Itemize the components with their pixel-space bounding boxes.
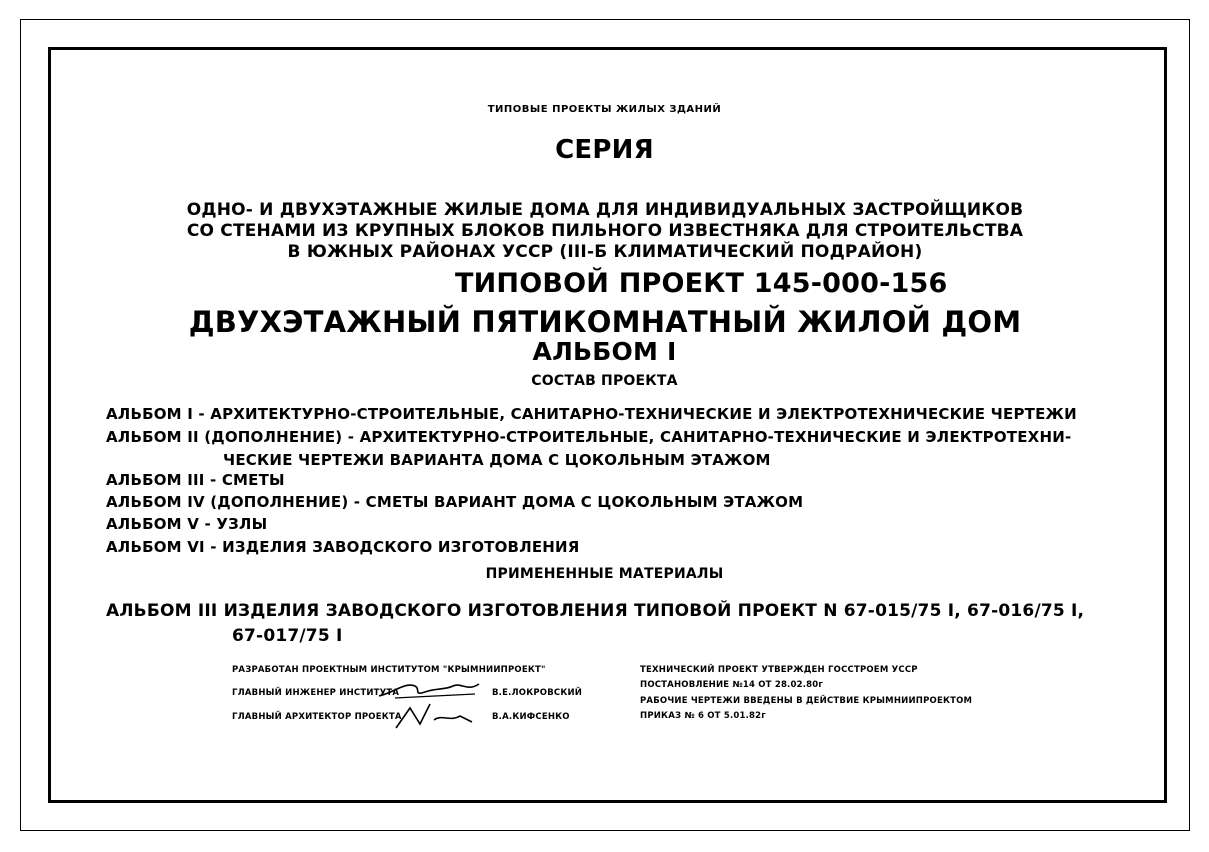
- composition-line-2: АЛЬБОМ II (ДОПОЛНЕНИЕ) - АРХИТЕКТУРНО-СТРОИТЕЛЬНЫЕ, САНИТАРНО-ТЕХНИЧЕСКИЕ И ЭЛЕКТРОТЕХНИ-: [106, 428, 1072, 446]
- approval-line-1: ТЕХНИЧЕСКИЙ ПРОЕКТ УТВЕРЖДЕН ГОССТРОЕМ УССР: [640, 665, 918, 675]
- materials-line-2: 67-017/75 I: [232, 626, 343, 646]
- project-name: ДВУХЭТАЖНЫЙ ПЯТИКОМНАТНЫЙ ЖИЛОЙ ДОМ: [188, 305, 1022, 339]
- composition-line-5: АЛЬБОМ IV (ДОПОЛНЕНИЕ) - СМЕТЫ ВАРИАНТ ДОМА С ЦОКОЛЬНЫМ ЭТАЖОМ: [106, 493, 804, 511]
- materials-line-1: АЛЬБОМ III ИЗДЕЛИЯ ЗАВОДСКОГО ИЗГОТОВЛЕНИЯ ТИПОВОЙ ПРОЕКТ N 67-015/75 I, 67-016/75 I,: [106, 601, 1085, 621]
- composition-line-4: АЛЬБОМ III - СМЕТЫ: [106, 471, 285, 489]
- pre-title: ТИПОВЫЕ ПРОЕКТЫ ЖИЛЫХ ЗДАНИЙ: [487, 104, 722, 115]
- approval-line-3: РАБОЧИЕ ЧЕРТЕЖИ ВВЕДЕНЫ В ДЕЙСТВИЕ КРЫМНИИПРОЕКТОМ: [640, 696, 973, 706]
- developer-line: РАЗРАБОТАН ПРОЕКТНЫМ ИНСТИТУТОМ "КРЫМНИИПРОЕКТ": [232, 665, 546, 675]
- composition-line-1: АЛЬБОМ I - АРХИТЕКТУРНО-СТРОИТЕЛЬНЫЕ, САНИТАРНО-ТЕХНИЧЕСКИЕ И ЭЛЕКТРОТЕХНИЧЕСКИЕ ЧЕРТЕЖИ: [106, 405, 1077, 423]
- description-line-3: В ЮЖНЫХ РАЙОНАХ УССР (III-Б КЛИМАТИЧЕСКИЙ ПОДРАЙОН): [287, 242, 923, 262]
- chief-engineer-name: В.Е.ЛОКРОВСКИЙ: [492, 688, 583, 698]
- album-title: АЛЬБОМ I: [532, 337, 677, 366]
- chief-architect-label: ГЛАВНЫЙ АРХИТЕКТОР ПРОЕКТА: [232, 712, 402, 722]
- composition-heading: СОСТАВ ПРОЕКТА: [531, 373, 678, 389]
- chief-architect-name: В.А.КИФСЕНКО: [492, 712, 570, 722]
- composition-line-3: ЧЕСКИЕ ЧЕРТЕЖИ ВАРИАНТА ДОМА С ЦОКОЛЬНЫМ ЭТАЖОМ: [223, 451, 771, 469]
- materials-heading: ПРИМЕНЕННЫЕ МАТЕРИАЛЫ: [485, 566, 724, 582]
- description-line-2: СО СТЕНАМИ ИЗ КРУПНЫХ БЛОКОВ ПИЛЬНОГО ИЗВЕСТНЯКА ДЛЯ СТРОИТЕЛЬСТВА: [186, 221, 1024, 241]
- approval-line-4: ПРИКАЗ № 6 ОТ 5.01.82г: [640, 711, 766, 721]
- series-title: СЕРИЯ: [555, 135, 654, 165]
- composition-line-6: АЛЬБОМ V - УЗЛЫ: [106, 515, 268, 533]
- chief-engineer-label: ГЛАВНЫЙ ИНЖЕНЕР ИНСТИТУТА: [232, 688, 400, 698]
- composition-line-7: АЛЬБОМ VI - ИЗДЕЛИЯ ЗАВОДСКОГО ИЗГОТОВЛЕНИЯ: [106, 538, 580, 556]
- description-line-1: ОДНО- И ДВУХЭТАЖНЫЕ ЖИЛЫЕ ДОМА ДЛЯ ИНДИВИДУАЛЬНЫХ ЗАСТРОЙЩИКОВ: [186, 200, 1024, 220]
- approval-line-2: ПОСТАНОВЛЕНИЕ №14 ОТ 28.02.80г: [640, 680, 824, 690]
- project-number: ТИПОВОЙ ПРОЕКТ 145-000-156: [455, 268, 948, 299]
- chief-architect-signature: [390, 698, 480, 734]
